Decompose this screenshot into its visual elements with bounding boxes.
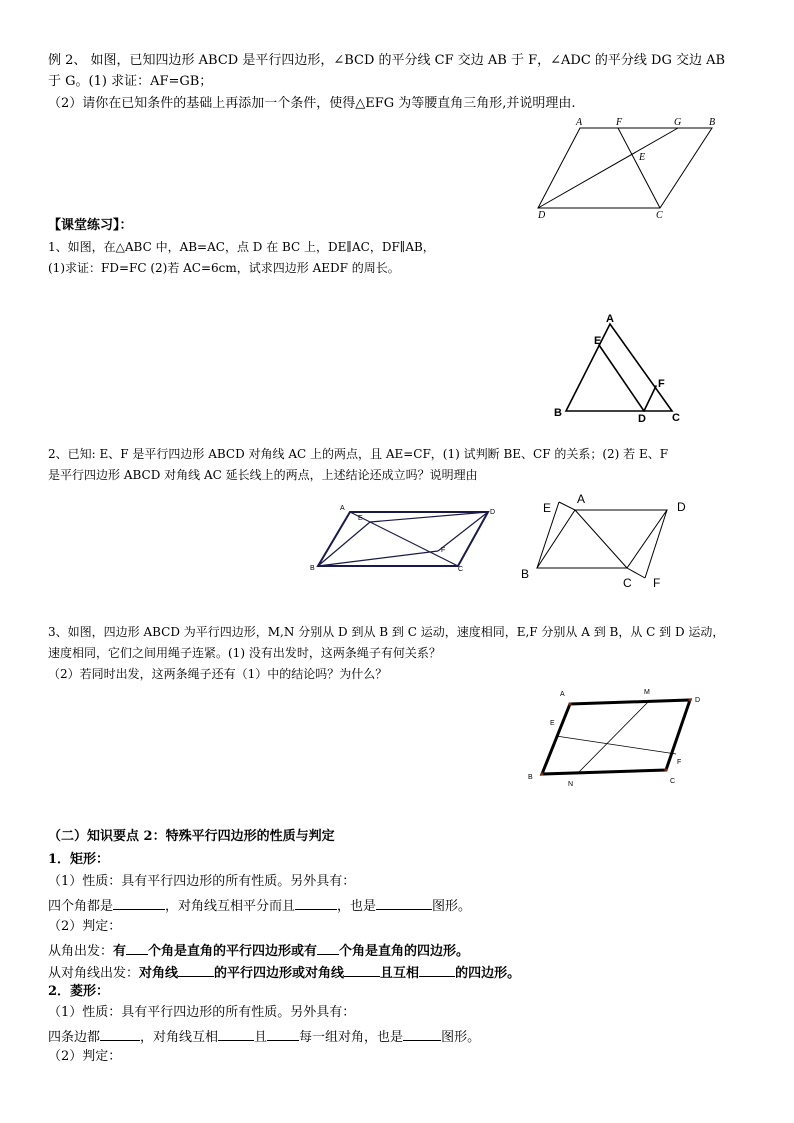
label-d: D <box>538 210 546 221</box>
rhombus-prop-b: ，对角线互相 <box>140 1030 219 1045</box>
q3-line1: 3、如图，四边形 ABCD 为平行四边形，M,N 分别从 D 到从 B 到 C 运动，速度相同，E,F 分别从 A 到 B，从 C 到 D 运动， <box>48 625 725 639</box>
diagonal-ac <box>575 510 627 568</box>
label-a: A <box>560 691 565 698</box>
label-e: E <box>639 152 646 163</box>
q2-figure-2 <box>515 488 695 598</box>
blank-rect-symmetry[interactable] <box>376 896 432 910</box>
label-b: B <box>310 565 315 572</box>
rect-prop-b: ，对角线互相平分而且 <box>165 899 296 914</box>
q1-line1: 1、如图，在△ABC 中，AB=AC，点 D 在 BC 上，DE∥AC，DF∥AB， <box>48 240 435 254</box>
segment-bf <box>318 551 438 566</box>
rect-prop-line <box>48 896 471 916</box>
example2-line1: 例 2、 如图，已知四边形 ABCD 是平行四边形，∠BCD 的平分线 CF 交边 AB 于 F，∠ADC 的平分线 DG 交边 AB <box>48 53 726 68</box>
rect-prop-a: 四个角都是 <box>48 899 114 914</box>
rect-title: 1．矩形： <box>48 852 110 867</box>
label-e: E <box>550 720 555 727</box>
triangle-abc <box>566 324 672 411</box>
rect-prop-c: ，也是 <box>337 899 377 914</box>
label-f: F <box>677 759 682 766</box>
label-b: B <box>709 117 716 128</box>
rhombus-prop-intro: （1）性质：具有平行四边形的所有性质。另外具有： <box>48 1005 356 1020</box>
rhombus-prop-line <box>48 1027 480 1047</box>
bisector-cf <box>618 128 660 208</box>
label-e: E <box>594 335 602 347</box>
label-a: A <box>577 492 586 506</box>
rect-angle-d: 个角是直角的四边形。 <box>339 944 470 959</box>
rect-diag-e: 的四边形。 <box>455 966 521 981</box>
blank-rect-angles[interactable] <box>113 896 165 910</box>
blank-rhombus-symmetry[interactable] <box>403 1027 441 1041</box>
rect-diag-b: 对角线 <box>139 966 179 981</box>
rect-diag-c: 的平行四边形或对角线 <box>214 966 345 981</box>
rhombus-judge: （2）判定： <box>48 1049 122 1064</box>
label-b: B <box>528 774 533 781</box>
blank-rhombus-sides[interactable] <box>100 1027 140 1041</box>
diagonal-ac <box>350 512 458 566</box>
label-f: F <box>441 547 446 554</box>
segment-df <box>644 386 656 411</box>
label-c: C <box>672 412 680 424</box>
label-b: B <box>521 567 530 581</box>
label-e: E <box>543 501 552 515</box>
blank-rhombus-diag-2[interactable] <box>267 1027 299 1041</box>
example2-line3: （2）请你在已知条件的基础上再添加一个条件，使得△EFG 为等腰直角三角形,并说明理由. <box>48 96 576 111</box>
example2-line2: 于 G。(1) 求证：AF=GB； <box>48 74 213 89</box>
rect-diag-d: 且互相 <box>380 966 420 981</box>
label-d: D <box>695 697 701 704</box>
label-d: D <box>677 500 686 514</box>
practice-heading: 【课堂练习】： <box>48 218 133 233</box>
rhombus-title: 2．菱形： <box>48 984 110 999</box>
rhombus-prop-d: 每一组对角，也是 <box>299 1030 404 1045</box>
section2-heading: （二）知识要点 2：特殊平行四边形的性质与判定 <box>48 829 335 844</box>
label-c: C <box>623 576 632 590</box>
label-c: C <box>656 210 663 221</box>
label-m: M <box>644 689 650 696</box>
segment-de <box>599 345 644 411</box>
parallelogram-abcd <box>538 128 712 208</box>
rope-ef <box>556 736 676 754</box>
blank-rect-diagonals[interactable] <box>295 896 337 910</box>
segment-ed <box>370 512 488 522</box>
rect-prop-d: 图形。 <box>432 899 472 914</box>
rect-diag-line <box>48 963 520 983</box>
rect-judge: （2）判定： <box>48 919 122 934</box>
rect-angle-line <box>48 941 469 961</box>
blank-rect-diag-2[interactable] <box>344 963 380 977</box>
label-c: C <box>670 778 676 785</box>
parallelogram-abcd <box>537 510 667 568</box>
label-f: F <box>616 117 623 128</box>
blank-rect-angle-count-2[interactable] <box>317 941 339 955</box>
label-d: D <box>490 509 496 516</box>
rhombus-prop-a: 四条边都 <box>48 1030 101 1045</box>
rect-angle-b: 有 <box>113 944 127 959</box>
label-a: A <box>340 505 345 512</box>
blank-rect-diag-3[interactable] <box>419 963 455 977</box>
blank-rect-diag-1[interactable] <box>178 963 214 977</box>
rect-angle-c: 个角是直角的平行四边形或有 <box>148 944 318 959</box>
rhombus-prop-e: 图形。 <box>441 1030 481 1045</box>
label-n: N <box>568 781 574 788</box>
q2-line1: 2、已知: E、F 是平行四边形 ABCD 对角线 AC 上的两点，且 AE=CF，(1) 试判断 BE、CF 的关系；(2) 若 E、F <box>48 447 669 461</box>
label-c: C <box>458 566 464 573</box>
blank-rect-angle-count-1[interactable] <box>126 941 148 955</box>
q3-figure <box>520 684 720 792</box>
label-e: E <box>358 515 363 522</box>
label-f: F <box>653 576 661 590</box>
label-b: B <box>554 407 562 419</box>
segment-be <box>318 522 370 566</box>
extension-ea <box>559 502 575 510</box>
q1-triangle-figure <box>548 312 698 427</box>
q2-line2: 是平行四边形 ABCD 对角线 AC 延长线上的两点，上述结论还成立吗？说明理由 <box>48 468 478 482</box>
rope-mn <box>578 702 648 773</box>
q1-line2: (1)求证：FD=FC (2)若 AC=6cm，试求四边形 AEDF 的周长。 <box>48 261 400 275</box>
rect-diag-a: 从对角线出发： <box>48 966 140 981</box>
label-d: D <box>638 413 646 425</box>
label-a: A <box>576 117 583 128</box>
example2-parallelogram-figure <box>530 114 730 224</box>
label-g: G <box>674 117 682 128</box>
q3-line3: （2）若同时出发，这两条绳子还有（1）中的结论吗？为什么？ <box>48 667 388 681</box>
q3-line2: 速度相同，它们之间用绳子连紧。(1) 没有出发时，这两条绳子有何关系？ <box>48 646 441 660</box>
rhombus-prop-c: 且 <box>254 1030 268 1045</box>
rect-angle-a: 从角出发： <box>48 944 114 959</box>
label-a: A <box>606 313 614 325</box>
segment-fd <box>645 510 667 578</box>
rect-prop-intro: （1）性质：具有平行四边形的所有性质。另外具有： <box>48 874 356 889</box>
label-f: F <box>658 378 665 390</box>
q2-figure-1 <box>300 496 510 581</box>
blank-rhombus-diag-1[interactable] <box>218 1027 254 1041</box>
segment-fd <box>438 512 488 551</box>
